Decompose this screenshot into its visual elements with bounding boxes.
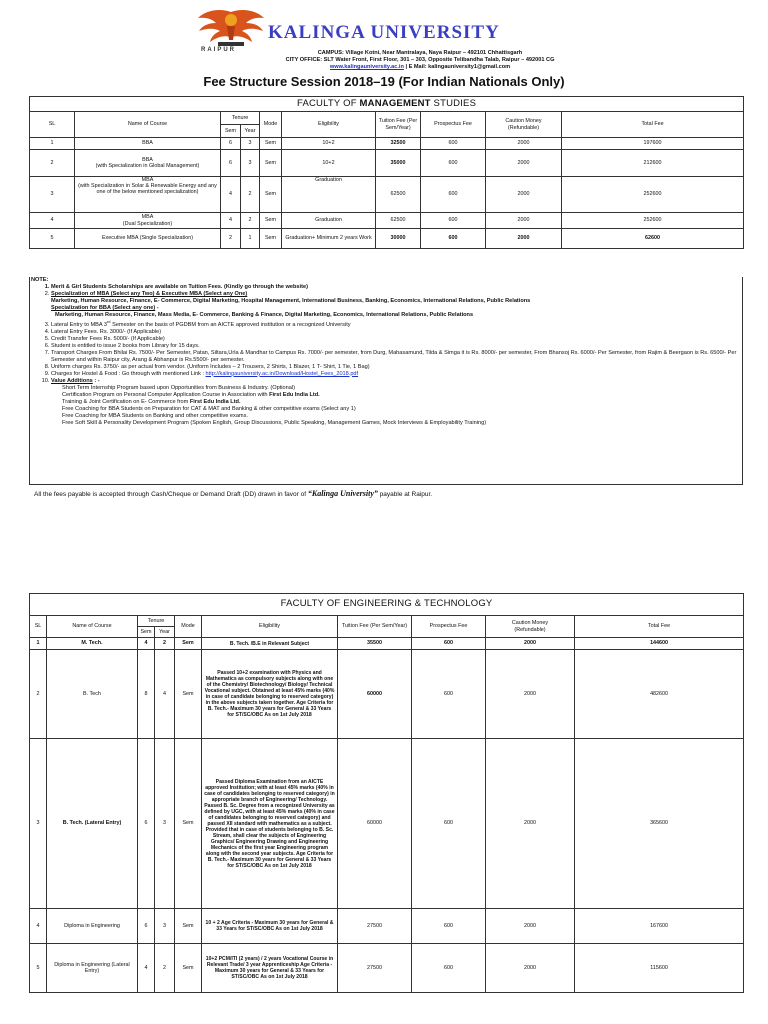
- table-row: [30, 650, 744, 739]
- cell-tuition: 35500: [338, 638, 412, 650]
- cell-eligibility: B. Tech. /B.E in Relevant Subject: [202, 638, 338, 650]
- management-faculty-title: FACULTY OF MANAGEMENT STUDIES: [30, 97, 744, 112]
- col-course: Name of Course: [75, 112, 221, 138]
- cell-sl: 1: [30, 638, 47, 650]
- note-3: 3. Lateral Entry to MBA 3rd Semester on the basis of PGDBM from an AICTE approved institution or a recognized University: [51, 319, 743, 329]
- col-caution: Caution Money (Refundable): [486, 112, 562, 138]
- cell-sl: 1: [30, 138, 75, 150]
- cell-sl: 3: [30, 739, 47, 909]
- cell-total: 144600: [575, 638, 744, 650]
- cell-eligibility: 10+2 PCM/ITI (2 years) / 2 years Vocational Course in Relevant Trade/ 3 year Apprenticeship Age Criteria - Maximum 30 years for General & 33 Years for ST/SC/OBC As on 1st July 2018: [202, 944, 338, 993]
- payment-footer: All the fees payable is accepted through Cash/Cheque or Demand Draft (DD) drawn in favor of “Kalinga University” payable at Raipur.: [34, 489, 433, 498]
- value-addition-2: Certification Program on Personal Computer Application Course in Association with First Edu India Ltd.: [62, 391, 320, 398]
- cell-caution: 2000: [486, 909, 575, 944]
- cell-year: 2: [155, 638, 175, 650]
- table-row: [30, 944, 744, 993]
- cell-course: B. Tech: [47, 650, 138, 739]
- course-specialization: (with Specialization in Solar & Renewable Energy and any one of the below mentioned specialization): [78, 183, 217, 196]
- cell-sem: 6: [221, 150, 241, 177]
- cell-total: 167600: [575, 909, 744, 944]
- cell-mode: Sem: [175, 944, 202, 993]
- cell-eligibility: Graduation+ Minimum 2 years Work: [282, 229, 376, 249]
- eng-col-tuition: Tuition Fee (Per Sem/Year): [338, 616, 412, 638]
- cell-sem: 4: [138, 944, 155, 993]
- cell-sl: 5: [30, 944, 47, 993]
- cell-sem: 6: [138, 909, 155, 944]
- cell-sem: 6: [221, 138, 241, 150]
- eng-col-caution: Caution Money (Refundable): [486, 616, 575, 638]
- note-2: 2. Specialization of MBA (Select any Two) & Executive MBA (Select any One) Marketing, Human Resource, Finance, E- Commerce, Digital Marketing, Hospital Management, International Business, Banking, Economics, International Relations, Public Relations Specialization for BBA (Select any one) - Marketing, Human Resource, Finance, Mass Media, E- Commerce, Banking & Finance, Digital Marketing, Economics, International Relations, Public Relations: [51, 291, 743, 319]
- cell-year: 3: [241, 150, 260, 177]
- cell-caution: 2000: [486, 177, 562, 213]
- notes-section: [31, 277, 743, 427]
- cell-sl: 3: [30, 177, 75, 213]
- cell-prospectus: 600: [421, 150, 486, 177]
- course-specialization: (with Specialization in Global Management): [95, 163, 200, 169]
- course-specialization: (Dual Specialization): [122, 220, 173, 227]
- cell-caution: 2000: [486, 213, 562, 229]
- cell-sem: 6: [138, 739, 155, 909]
- note-7: 7. Transport Charges From Bhilai Rs. 7500/- Per Semester, Patan, Siltara,Urla & Mandhar to Campus Rs. 7000/- per semester, from Durg, Mahasamund, Tilda & Simga it is Rs. 8000/- per semester, From Bhansoj Rs. 6000/- Per Semester, from Rajim & Beergaon is Rs. 6500/- Per Semester and within Raipur city, Arang & Abhanpur is Rs.5500/- per semester.: [51, 350, 743, 364]
- cell-mode: Sem: [260, 138, 282, 150]
- value-addition-1: Short Term Internship Program based upon Opportunities from Business & Industry. (Optional): [62, 384, 295, 391]
- notes-frame-bottom: [29, 484, 743, 485]
- cell-eligibility: 10+2: [282, 150, 376, 177]
- cell-year: 1: [241, 229, 260, 249]
- cell-caution: 2000: [486, 150, 562, 177]
- table-row: [30, 213, 744, 229]
- eng-col-course: Name of Course: [47, 616, 138, 638]
- note-5: 5. Credit Transfer Fees Rs. 5000/- (If Applicable): [51, 336, 743, 343]
- col-prospectus: Prospectus Fee: [421, 112, 486, 138]
- cell-sl: 4: [30, 213, 75, 229]
- cell-prospectus: 600: [412, 739, 486, 909]
- cell-course: [75, 213, 221, 229]
- eng-col-sem: Sem: [138, 627, 155, 638]
- notes-frame-left: [29, 277, 30, 484]
- col-sl: SL: [30, 112, 75, 138]
- col-year: Year: [241, 125, 260, 138]
- contact-line: [205, 64, 635, 70]
- engineering-fee-table: [29, 593, 744, 993]
- cell-eligibility: 10+2: [282, 138, 376, 150]
- cell-tuition: 62500: [376, 213, 421, 229]
- cell-caution: 2000: [486, 229, 562, 249]
- cell-tuition: 60000: [338, 650, 412, 739]
- col-mode: Mode: [260, 112, 282, 138]
- table-row: [30, 229, 744, 249]
- cell-year: 2: [241, 213, 260, 229]
- email-text: | E Mail: kalingauniversity1@gmail.com: [403, 64, 511, 70]
- col-tenure: Tenure: [221, 112, 260, 125]
- cell-total: 252600: [562, 213, 744, 229]
- cell-tuition: 60000: [338, 739, 412, 909]
- cell-course: M. Tech.: [47, 638, 138, 650]
- cell-prospectus: 600: [412, 650, 486, 739]
- course-name: MBA: [141, 177, 154, 183]
- cell-course: [75, 138, 221, 150]
- cell-eligibility: Passed Diploma Examination from an AICTE approved Institution; with at least 45% marks (40% in case of candidates belonging to reserved category) in appropriate branch of Engineering/ Technology. Passed B. Sc. Degree from a recognized University as defined by UGC, with at least 45% marks (40% in case of candidates belonging to reserved category) and passed XII standard with mathematics as a subject. Provided that in case of students belonging to B. Sc. Stream, shall clear the subjects of Engineering Graphics/ Engineering Drawing and Engineering Mechanics of the first year Engineering program along with the second year subjects. Age Criteria for B. Tech.- Maximum 30 years for General & 33 Years for ST/SC/OBC As on 1st July 2018: [202, 739, 338, 909]
- table-row: [30, 638, 744, 650]
- eng-col-tenure: Tenure: [138, 616, 175, 627]
- eng-col-year: Year: [155, 627, 175, 638]
- cell-caution: 2000: [486, 138, 562, 150]
- table-row: [30, 739, 744, 909]
- course-name: MBA: [141, 214, 154, 221]
- cell-sem: 4: [138, 638, 155, 650]
- value-addition-3: Training & Joint Certification on E- Commerce from First Edu India Ltd.: [62, 398, 241, 405]
- eng-col-prospectus: Prospectus Fee: [412, 616, 486, 638]
- cell-year: 2: [241, 177, 260, 213]
- cell-eligibility: Graduation: [282, 177, 376, 213]
- cell-prospectus: 600: [412, 944, 486, 993]
- cell-mode: Sem: [175, 909, 202, 944]
- col-tuition: Tuition Fee (Per Sem/Year): [376, 112, 421, 138]
- cell-course: B. Tech. (Lateral Entry): [47, 739, 138, 909]
- col-total: Total Fee: [562, 112, 744, 138]
- engineering-faculty-title: FACULTY OF ENGINEERING & TECHNOLOGY: [30, 594, 744, 616]
- management-fee-table: [29, 96, 744, 249]
- cell-sl: 4: [30, 909, 47, 944]
- cell-prospectus: 600: [421, 229, 486, 249]
- notes-frame-right: [742, 277, 743, 484]
- campus-address: CAMPUS: Village Kotni, Near Mantralaya, Naya Raipur – 492101 Chhattisgarh: [317, 50, 523, 56]
- cell-year: 4: [155, 650, 175, 739]
- cell-tuition: 35000: [376, 150, 421, 177]
- cell-total: 62600: [562, 229, 744, 249]
- cell-caution: 2000: [486, 944, 575, 993]
- eng-col-total: Total Fee: [575, 616, 744, 638]
- cell-total: 212600: [562, 150, 744, 177]
- course-name: BBA: [142, 156, 153, 163]
- value-addition-4: Free Coaching for BBA Students on Preparation for CAT & MAT and Banking & other competitive exams (Select any 1): [62, 405, 356, 412]
- cell-tuition: 32500: [376, 138, 421, 150]
- cell-course: [75, 229, 221, 249]
- cell-tuition: 27500: [338, 944, 412, 993]
- table-row: [30, 138, 744, 150]
- note-9: 9. Charges for Hostel & Food : Go through with mentioned Link : http://kalingauniversity.ac.in/Download/Hostel_Fees_2018.pdf: [51, 371, 743, 378]
- cell-mode: Sem: [175, 739, 202, 909]
- cell-course: Diploma in Engineering (Lateral Entry): [47, 944, 138, 993]
- note-8: 8. Uniform charges Rs. 3750/- as per actual from vendor. (Uniform Includes – 2 Trousers, 2 Shirts, 1 Blazer, 1 T- Shirt, 1 Tie, 1 Bag): [51, 364, 743, 371]
- cell-sem: 2: [221, 229, 241, 249]
- table-row: [30, 150, 744, 177]
- cell-year: 3: [241, 138, 260, 150]
- cell-caution: 2000: [486, 739, 575, 909]
- cell-total: 197600: [562, 138, 744, 150]
- website-link[interactable]: www.kalingauniversity.ac.in: [329, 64, 404, 70]
- eng-col-mode: Mode: [175, 616, 202, 638]
- eng-col-sl: SL: [30, 616, 47, 638]
- cell-mode: Sem: [260, 213, 282, 229]
- cell-mode: Sem: [260, 150, 282, 177]
- note-4: 4. Lateral Entry Fees. Rs. 3000/- (If Applicable): [51, 329, 743, 336]
- value-addition-6: Free Soft Skill & Personality Development Program (Spoken English, Group Discussions, Public Speaking, Management Games, Mock Interviews & Employability Training): [62, 419, 487, 426]
- cell-prospectus: 600: [421, 177, 486, 213]
- logo-caption: RAIPUR: [201, 47, 237, 53]
- cell-mode: Sem: [260, 229, 282, 249]
- cell-total: 252600: [562, 177, 744, 213]
- cell-eligibility: Graduation: [282, 213, 376, 229]
- col-sem: Sem: [221, 125, 241, 138]
- col-eligibility: Eligibility: [282, 112, 376, 138]
- course-name: BBA: [142, 140, 153, 147]
- cell-year: 3: [155, 739, 175, 909]
- cell-caution: 2000: [486, 650, 575, 739]
- cell-mode: Sem: [260, 177, 282, 213]
- cell-tuition: 62500: [376, 177, 421, 213]
- cell-total: 365600: [575, 739, 744, 909]
- cell-total: 482600: [575, 650, 744, 739]
- cell-year: 3: [155, 909, 175, 944]
- table-row: [30, 909, 744, 944]
- cell-sem: 4: [221, 177, 241, 213]
- cell-sl: 2: [30, 650, 47, 739]
- cell-prospectus: 600: [412, 638, 486, 650]
- cell-mode: Sem: [175, 650, 202, 739]
- hostel-fees-link[interactable]: http://kalingauniversity.ac.in/Download/Hostel_Fees_2018.pdf: [205, 370, 359, 377]
- session-title: Fee Structure Session 2018–19 (For Indian Nationals Only): [203, 74, 565, 89]
- cell-prospectus: 600: [421, 138, 486, 150]
- note-1: 1. Merit & Girl Students Scholarships are available on Tuition Fees. (Kindly go through the website): [51, 284, 743, 291]
- note-10: 10. Value Additions : -: [51, 378, 743, 385]
- cell-sl: 2: [30, 150, 75, 177]
- cell-prospectus: 600: [421, 213, 486, 229]
- cell-sem: 8: [138, 650, 155, 739]
- cell-eligibility: Passed 10+2 examination with Physics and Mathematics as compulsory subjects along with one of the Chemistry/ Biotechnology/ Biology/ Technical Vocational subject. Obtained at least 45% marks (40% in case of candidate belonging to reserved category) in the above subjects taken together. Age Criteria for B. Tech.- Maximum 30 years for General & 33 Years for ST/SC/OBC As on 1st July 2018: [202, 650, 338, 739]
- cell-sl: 5: [30, 229, 75, 249]
- cell-course: Diploma in Engineering: [47, 909, 138, 944]
- eng-col-eligibility: Eligibility: [202, 616, 338, 638]
- city-office-address: CITY OFFICE: SLT Water Front, First Floor, 301 – 303, Opposite Telibandha Talab, Raipur – 492001 CG: [285, 57, 555, 63]
- cell-total: 115600: [575, 944, 744, 993]
- cell-course: [75, 150, 221, 177]
- cell-tuition: 30000: [376, 229, 421, 249]
- cell-caution: 2000: [486, 638, 575, 650]
- course-name: Executive MBA (Single Specialization): [101, 235, 194, 242]
- cell-year: 2: [155, 944, 175, 993]
- cell-course: [75, 177, 221, 213]
- cell-tuition: 27500: [338, 909, 412, 944]
- cell-mode: Sem: [175, 638, 202, 650]
- cell-sem: 4: [221, 213, 241, 229]
- cell-prospectus: 600: [412, 909, 486, 944]
- cell-eligibility: 10 + 2 Age Criteria - Maximum 30 years for General & 33 Years for ST/SC/OBC As on 1st July 2018: [202, 909, 338, 944]
- university-logo: [196, 6, 266, 48]
- university-name: KALINGA UNIVERSITY: [268, 22, 500, 43]
- note-6: 6. Student is entitled to issue 2 books from Library for 15 days.: [51, 343, 743, 350]
- table-row: [30, 177, 744, 213]
- value-addition-5: Free Coaching for MBA Students on Banking and other competitive exams.: [62, 412, 248, 419]
- notes-heading: NOTE:: [31, 277, 49, 283]
